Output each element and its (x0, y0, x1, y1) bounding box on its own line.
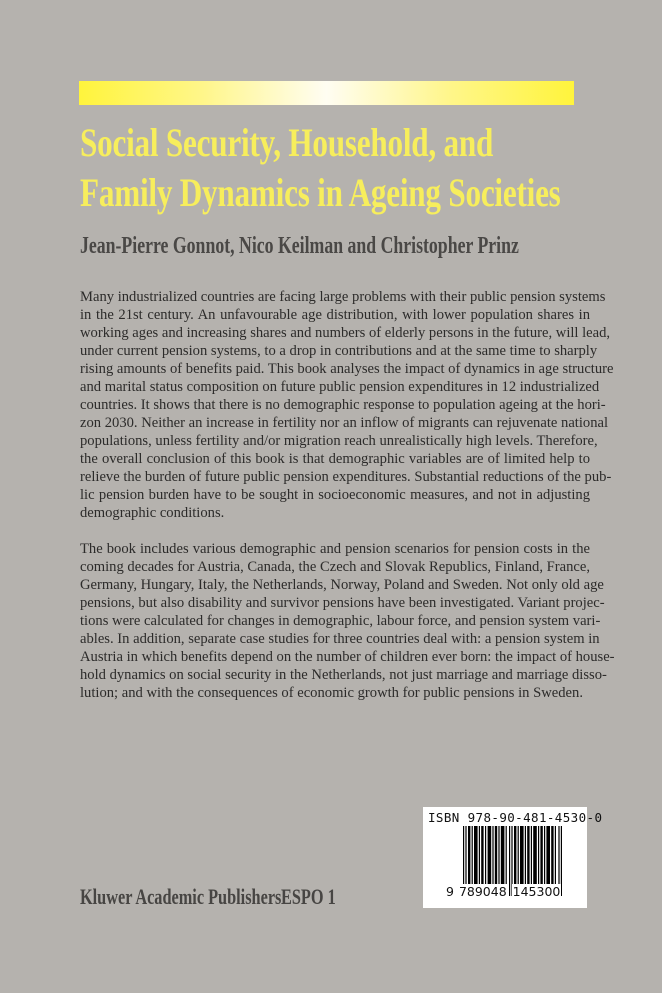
isbn-barcode-label (423, 807, 603, 908)
blurb-paragraph-2 (80, 540, 615, 702)
blurb-line: working ages and increasing shares and numbers of elderly persons in the future, will lead, (80, 325, 611, 341)
blurb-line: rising amounts of benefits paid. This book analyses the impact of dynamics in age structure (80, 361, 614, 377)
blurb-line: populations, unless fertility and/or migration reach unrealistically high levels. Therefore, (80, 433, 598, 449)
blurb-line: coming decades for Austria, Canada, the Czech and Slovak Republics, Finland, France, (80, 559, 590, 575)
blurb-line: under current pension systems, to a drop in contributions and at the same time to sharply (80, 343, 598, 359)
series-label: ESPO 1 (281, 884, 336, 909)
book-title-line-2: Family Dynamics in Ageing Societies (80, 170, 561, 215)
book-title (80, 118, 561, 218)
blurb-line: hold dynamics on social security in the Netherlands, not just marriage and marriage disso- (80, 667, 607, 683)
ean-group-2: 145300 (512, 884, 561, 899)
blurb-line: Austria in which benefits depend on the number of children ever born: the impact of house- (80, 649, 615, 665)
isbn-number: ISBN 978-90-481-4530-0 (428, 810, 603, 825)
blurb-line: tions were calculated for changes in demographic, labour force, and pension system vari- (80, 613, 601, 629)
blurb-line: and marital status composition on future public pension expenditures in 12 industrialized (80, 379, 600, 395)
book-title-line-1: Social Security, Household, and (80, 120, 494, 165)
decorative-accent-bar (79, 81, 574, 105)
blurb-line: relieve the burden of future public pension expenditures. Substantial reductions of the pub- (80, 469, 612, 485)
blurb-line: Germany, Hungary, Italy, the Netherlands, Norway, Poland and Sweden. Not only old age (80, 577, 604, 593)
blurb-line: lic pension burden have to be sought in socioeconomic measures, and not in adjusting (80, 487, 590, 503)
blurb-line: in the 21st century. An unfavourable age distribution, with lower population shares in (80, 307, 590, 323)
blurb-line: Many industrialized countries are facing large problems with their public pension systems (80, 289, 606, 305)
publisher-name: Kluwer Academic Publishers (80, 884, 282, 909)
blurb-line: ables. In addition, separate case studies for three countries deal with: a pension system in (80, 631, 600, 647)
blurb-line: pensions, but also disability and survivor pensions have been investigated. Variant projec- (80, 595, 605, 611)
ean-digits (445, 884, 561, 899)
ean-first-digit: 9 (446, 884, 454, 899)
blurb-paragraph-1 (80, 288, 614, 522)
ean-group-1: 789048 (458, 884, 507, 899)
blurb-line: countries. It shows that there is no demographic response to population ageing at the hori- (80, 397, 606, 413)
back-cover-blurb (80, 288, 615, 720)
blurb-line: the overall conclusion of this book is that demographic variables are of limited help to (80, 451, 590, 467)
book-authors: Jean-Pierre Gonnot, Nico Keilman and Christopher Prinz (80, 233, 519, 259)
blurb-line: zon 2030. Neither an increase in fertility nor an inflow of migrants can rejuvenate national (80, 415, 609, 431)
blurb-line: demographic conditions. (80, 505, 225, 521)
blurb-line: The book includes various demographic and pension scenarios for pension costs in the (80, 541, 590, 557)
blurb-line: lution; and with the consequences of economic growth for public pensions in Sweden. (80, 685, 583, 701)
